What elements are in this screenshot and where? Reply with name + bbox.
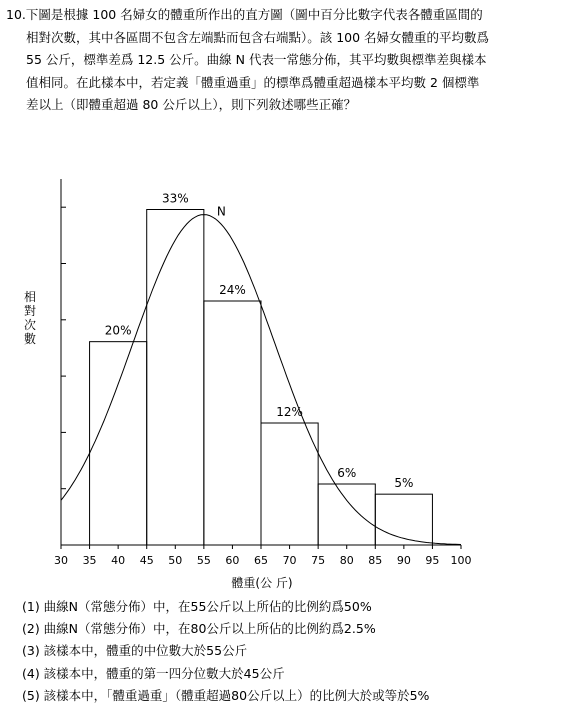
y-axis-label [24,289,36,346]
x-axis-label: 體重(公 斤) [231,576,293,590]
y-axis-label-char: 相 [23,290,37,304]
histogram-bars [90,192,433,546]
y-axis-label-char: 對 [23,304,37,318]
histogram-bar [90,342,147,545]
y-axis-label-char: 數 [23,332,37,346]
y-axis-label-char: 次 [23,318,37,332]
bar-data-label: 12% [276,405,303,419]
x-tick-label: 35 [82,554,97,567]
bar-data-label: 5% [394,476,414,491]
histogram-chart [0,150,583,595]
bar-data-label: 33% [161,191,189,206]
x-tick-label: 50 [168,554,183,567]
x-tick-label: 40 [111,554,126,567]
histogram-bar [204,301,261,545]
histogram-bar [375,494,432,545]
option-2: (2) 曲線N（常態分佈）中，在80公斤以上所佔的比例約爲2.5% [22,621,376,636]
x-tick-label: 80 [339,554,354,567]
question-line-1: 10.下圖是根據 100 名婦女的體重所作出的直方圖（圖中百分比數字代表各體重區間的 [6,7,483,22]
question-number: 10. [6,7,26,22]
bar-data-label: 20% [104,323,132,338]
question-line-5: 差以上（即體重超過 80 公斤以上），則下列敘述哪些正確？ [26,97,357,112]
x-tick-label: 55 [196,554,211,567]
bar-data-label: 6% [337,466,357,480]
question-block [6,4,580,117]
x-tick-label: 90 [396,554,411,567]
x-tick-label: 30 [54,554,68,567]
bar-data-label: 24% [219,283,246,297]
histogram-bar [261,423,318,545]
option-4: (4) 該樣本中，體重的第一四分位數大於45公斤 [22,666,285,681]
option-5: (5) 該樣本中，「體重過重」（體重超過80公斤以上）的比例大於或等於5% [22,688,430,703]
x-tick-label: 70 [282,554,297,567]
x-tick-label: 100 [450,554,472,567]
x-tick-labels [54,554,472,567]
option-3: (3) 該樣本中，體重的中位數大於55公斤 [22,643,248,658]
option-1: (1) 曲線N（常態分佈）中，在55公斤以上所佔的比例約爲50% [22,599,372,614]
histogram-bar [147,210,204,546]
x-tick-label: 95 [425,554,440,567]
x-tick-label: 75 [311,554,326,567]
x-tick-label: 60 [225,554,240,567]
curve-label: N [216,204,226,219]
question-line-3: 55 公斤，標準差爲 12.5 公斤。曲線 N 代表一常態分佈，其平均數與標準差與樣本 [26,52,487,67]
x-tick-label: 45 [139,554,154,567]
question-line-4: 值相同。在此樣本中，若定義「體重過重」的標準爲體重超過樣本平均數 2 個標準 [26,74,480,90]
question-line-2: 相對次數，其中各區間不包含左端點而包含右端點）。該 100 名婦女體重的平均數爲 [26,29,490,45]
histogram-bar [318,484,375,545]
x-tick-label: 65 [254,554,268,567]
x-tick-label: 85 [368,554,383,567]
